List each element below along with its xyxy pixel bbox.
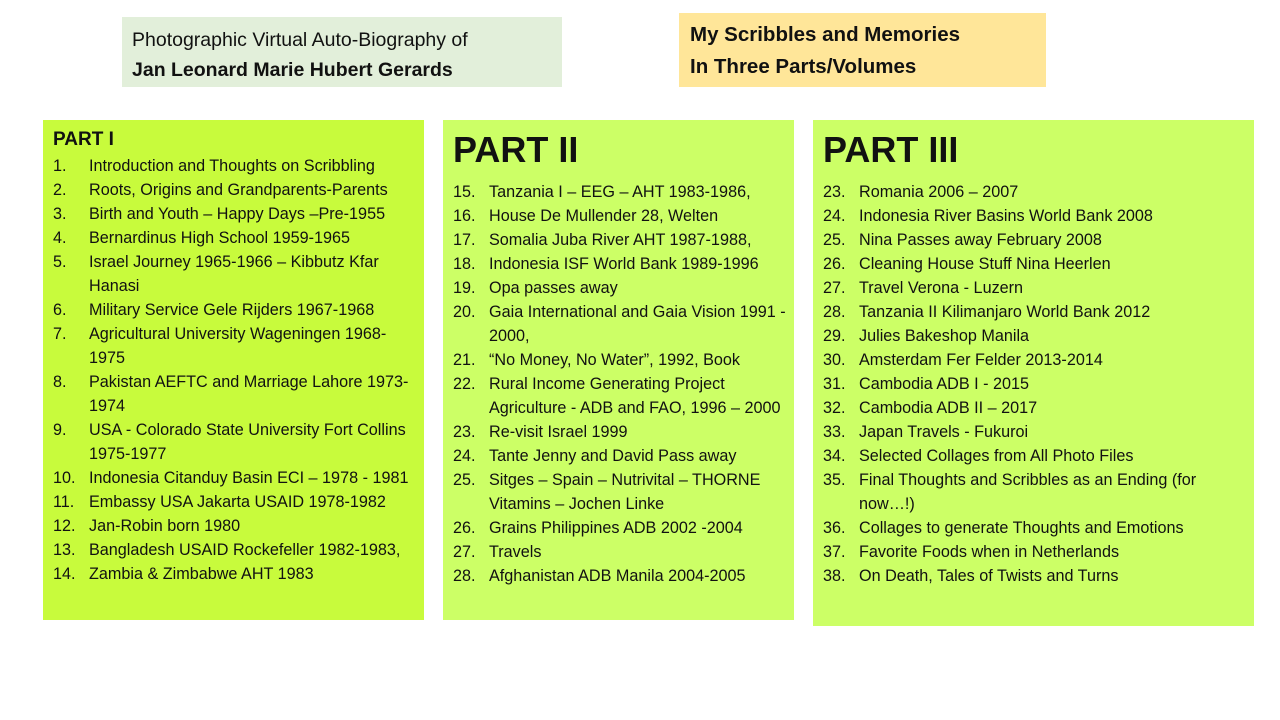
chapter-number: 8. — [53, 373, 67, 391]
chapter-item — [53, 322, 416, 370]
chapter-item — [53, 178, 416, 202]
chapter-item — [823, 276, 1246, 300]
chapter-title: Somalia Juba River AHT 1987-1988, — [489, 231, 752, 249]
chapter-title: House De Mullender 28, Welten — [489, 207, 719, 225]
chapter-item — [53, 538, 416, 562]
chapter-item — [453, 348, 786, 372]
volumes-title-line1: My Scribbles and Memories — [690, 23, 961, 46]
chapter-title: Birth and Youth – Happy Days –Pre-1955 — [89, 205, 386, 223]
chapter-title: Japan Travels - Fukuroi — [859, 423, 1029, 441]
chapter-item — [823, 516, 1246, 540]
chapter-item — [823, 444, 1246, 468]
chapter-item — [823, 540, 1246, 564]
chapter-item — [453, 204, 786, 228]
chapter-number: 3. — [53, 205, 67, 223]
chapter-title: Cambodia ADB II – 2017 — [859, 399, 1038, 417]
chapter-number: 28. — [453, 567, 476, 585]
chapter-item — [823, 324, 1246, 348]
chapter-item — [823, 252, 1246, 276]
chapter-number: 28. — [823, 303, 846, 321]
chapter-title: Final Thoughts and Scribbles as an Ending (for now…!) — [859, 471, 1197, 513]
chapter-number: 16. — [453, 207, 476, 225]
chapter-title: “No Money, No Water”, 1992, Book — [489, 351, 741, 369]
chapter-item — [453, 516, 786, 540]
autobiography-header — [122, 17, 562, 87]
chapter-number: 27. — [823, 279, 846, 297]
chapter-number: 20. — [453, 303, 476, 321]
chapter-title: Cambodia ADB I - 2015 — [859, 375, 1030, 393]
chapter-item — [453, 540, 786, 564]
volumes-header — [679, 13, 1046, 87]
chapter-number: 23. — [453, 423, 476, 441]
chapter-title: Opa passes away — [489, 279, 618, 297]
chapter-number: 12. — [53, 517, 76, 535]
chapter-number: 19. — [453, 279, 476, 297]
chapter-number: 14. — [53, 565, 76, 583]
chapter-number: 22. — [453, 375, 476, 393]
header-subtitle: Photographic Virtual Auto-Biography of — [132, 29, 468, 51]
part-1-panel — [43, 120, 424, 620]
chapter-number: 34. — [823, 447, 846, 465]
chapter-item — [823, 180, 1246, 204]
chapter-number: 21. — [453, 351, 476, 369]
chapter-item — [53, 202, 416, 226]
chapter-title: Pakistan AEFTC and Marriage Lahore 1973-1974 — [89, 373, 409, 415]
chapter-item — [823, 468, 1246, 516]
chapter-item — [53, 490, 416, 514]
chapter-item — [453, 564, 786, 588]
chapter-title: Afghanistan ADB Manila 2004-2005 — [489, 567, 746, 585]
chapter-item — [53, 370, 416, 418]
chapter-title: Embassy USA Jakarta USAID 1978-1982 — [89, 493, 386, 511]
chapter-title: Rural Income Generating Project Agriculture - ADB and FAO, 1996 – 2000 — [489, 375, 781, 417]
chapter-item — [53, 298, 416, 322]
chapter-title: Tanzania II Kilimanjaro World Bank 2012 — [859, 303, 1151, 321]
chapter-title: Romania 2006 – 2007 — [859, 183, 1019, 201]
chapter-number: 13. — [53, 541, 76, 559]
chapter-number: 25. — [823, 231, 846, 249]
chapter-number: 18. — [453, 255, 476, 273]
chapter-title: Travels — [489, 543, 542, 561]
chapter-title: Tante Jenny and David Pass away — [489, 447, 737, 465]
chapter-item — [53, 562, 416, 586]
chapter-number: 25. — [453, 471, 476, 489]
chapter-item — [453, 468, 786, 516]
chapter-number: 26. — [453, 519, 476, 537]
chapter-item — [823, 564, 1246, 588]
chapter-title: Zambia & Zimbabwe AHT 1983 — [89, 565, 314, 583]
chapter-number: 10. — [53, 469, 76, 487]
chapter-item — [823, 300, 1246, 324]
volumes-title-line2: In Three Parts/Volumes — [690, 55, 917, 78]
chapter-number: 9. — [53, 421, 67, 439]
chapter-item — [453, 180, 786, 204]
chapter-item — [823, 420, 1246, 444]
chapter-number: 36. — [823, 519, 846, 537]
chapter-title: Indonesia Citanduy Basin ECI – 1978 - 1981 — [89, 469, 409, 487]
author-name: Jan Leonard Marie Hubert Gerards — [132, 59, 453, 81]
chapter-number: 7. — [53, 325, 67, 343]
chapter-number: 5. — [53, 253, 67, 271]
chapter-number: 1. — [53, 157, 67, 175]
chapter-item — [823, 228, 1246, 252]
chapter-title: Indonesia ISF World Bank 1989-1996 — [489, 255, 759, 273]
chapter-title: Travel Verona - Luzern — [859, 279, 1024, 297]
chapter-title: Roots, Origins and Grandparents-Parents — [89, 181, 388, 199]
chapter-number: 31. — [823, 375, 846, 393]
chapter-title: Introduction and Thoughts on Scribbling — [89, 157, 375, 175]
chapter-number: 6. — [53, 301, 67, 319]
chapter-title: USA - Colorado State University Fort Collins 1975-1977 — [89, 421, 406, 463]
chapter-title: Favorite Foods when in Netherlands — [859, 543, 1120, 561]
chapter-title: Collages to generate Thoughts and Emotions — [859, 519, 1184, 537]
chapter-title: Grains Philippines ADB 2002 -2004 — [489, 519, 743, 537]
chapter-item — [53, 514, 416, 538]
chapter-number: 29. — [823, 327, 846, 345]
part-2-panel — [443, 120, 794, 620]
chapter-item — [823, 372, 1246, 396]
chapter-item — [823, 204, 1246, 228]
chapter-title: Cleaning House Stuff Nina Heerlen — [859, 255, 1111, 273]
chapter-item — [453, 372, 786, 420]
chapter-number: 35. — [823, 471, 846, 489]
chapter-number: 38. — [823, 567, 846, 585]
chapter-item — [453, 276, 786, 300]
chapter-item — [823, 396, 1246, 420]
part-3-title: PART III — [823, 129, 959, 170]
chapter-item — [53, 466, 416, 490]
chapter-item — [453, 252, 786, 276]
chapter-title: Israel Journey 1965-1966 – Kibbutz Kfar Hanasi — [89, 253, 379, 295]
chapter-title: Amsterdam Fer Felder 2013-2014 — [859, 351, 1103, 369]
chapter-number: 33. — [823, 423, 846, 441]
chapter-title: Tanzania I – EEG – AHT 1983-1986, — [489, 183, 751, 201]
chapter-item — [53, 226, 416, 250]
chapter-item — [53, 154, 416, 178]
chapter-number: 15. — [453, 183, 476, 201]
chapter-title: Nina Passes away February 2008 — [859, 231, 1102, 249]
chapter-item — [453, 228, 786, 252]
chapter-item — [453, 444, 786, 468]
chapter-item — [453, 300, 786, 348]
chapter-title: Gaia International and Gaia Vision 1991 - 2000, — [489, 303, 786, 345]
chapter-number: 24. — [823, 207, 846, 225]
chapter-title: Jan-Robin born 1980 — [89, 517, 241, 535]
part-2-title: PART II — [453, 129, 579, 170]
chapter-number: 26. — [823, 255, 846, 273]
part-2-list — [453, 180, 786, 588]
chapter-item — [53, 418, 416, 466]
chapter-number: 23. — [823, 183, 846, 201]
chapter-number: 4. — [53, 229, 67, 247]
chapter-title: Bernardinus High School 1959-1965 — [89, 229, 350, 247]
chapter-title: On Death, Tales of Twists and Turns — [859, 567, 1119, 585]
chapter-title: Sitges – Spain – Nutrivital – THORNE Vitamins – Jochen Linke — [489, 471, 761, 513]
chapter-number: 2. — [53, 181, 67, 199]
chapter-title: Military Service Gele Rijders 1967-1968 — [89, 301, 375, 319]
chapter-title: Agricultural University Wageningen 1968-1975 — [89, 325, 387, 367]
chapter-item — [453, 420, 786, 444]
chapter-number: 17. — [453, 231, 476, 249]
chapter-number: 27. — [453, 543, 476, 561]
chapter-number: 30. — [823, 351, 846, 369]
chapter-title: Indonesia River Basins World Bank 2008 — [859, 207, 1153, 225]
chapter-number: 11. — [53, 493, 75, 511]
chapter-title: Bangladesh USAID Rockefeller 1982-1983, — [89, 541, 401, 559]
part-1-list — [53, 154, 416, 586]
chapter-title: Selected Collages from All Photo Files — [859, 447, 1134, 465]
chapter-title: Re-visit Israel 1999 — [489, 423, 628, 441]
chapter-item — [53, 250, 416, 298]
chapter-item — [823, 348, 1246, 372]
part-3-panel — [813, 120, 1254, 626]
chapter-number: 37. — [823, 543, 846, 561]
chapter-number: 24. — [453, 447, 476, 465]
part-3-list — [823, 180, 1246, 588]
chapter-title: Julies Bakeshop Manila — [859, 327, 1030, 345]
chapter-number: 32. — [823, 399, 846, 417]
part-1-title: PART I — [53, 129, 114, 150]
